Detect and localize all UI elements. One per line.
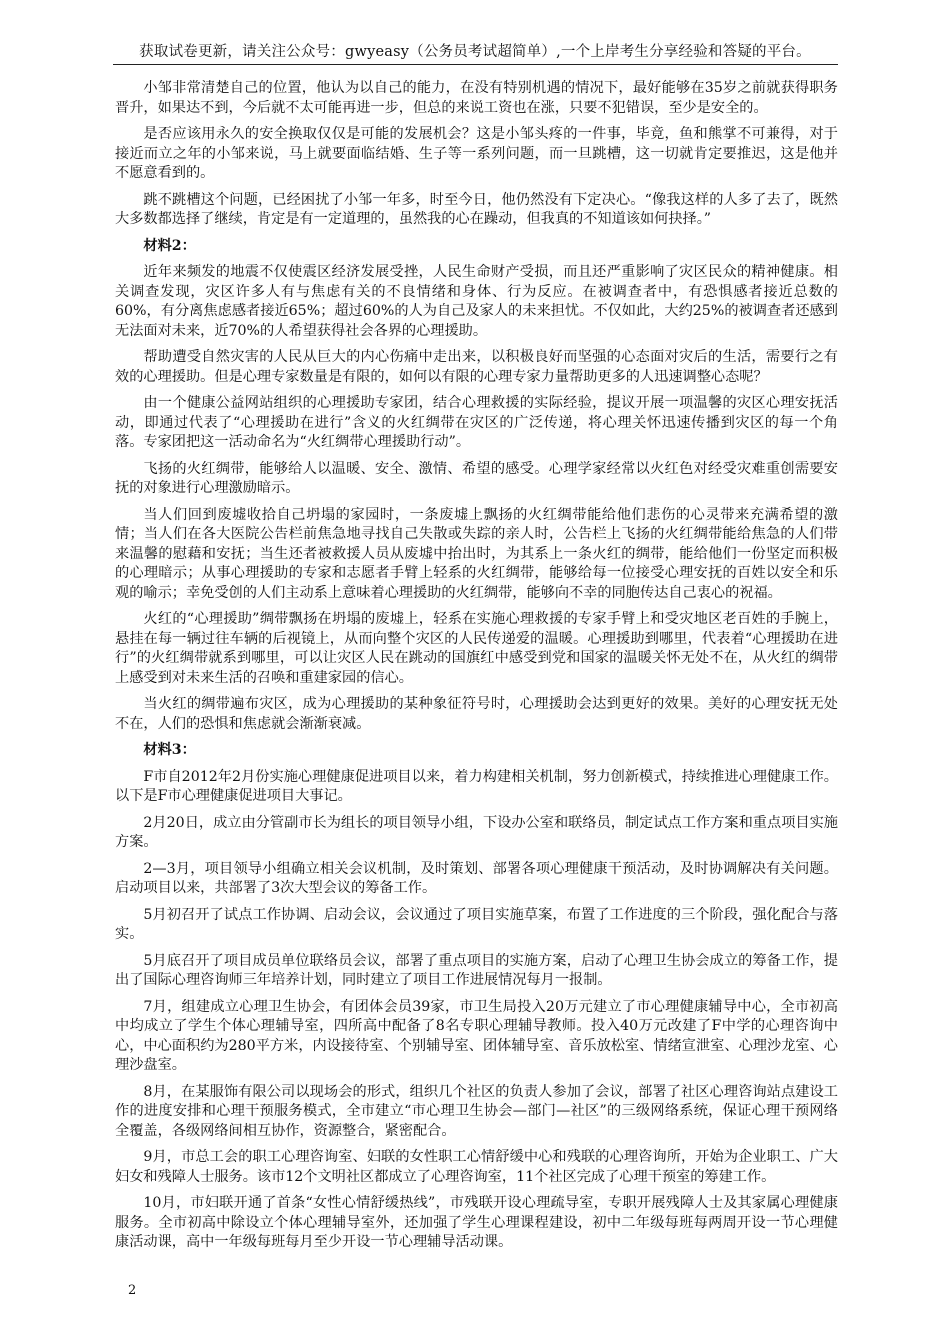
body-paragraph: 火红的“心理援助”绸带飘扬在坍塌的废墟上，轻系在实施心理救援的专家手臂上和受灾地区老百姓的手腕上，悬挂在每一辆过往车辆的后视镜上，从而向整个灾区的人民传递爱的温暖。心理援助到哪里，代表着“心理援助在进行”的火红绸带就系到哪里，可以让灾区人民在跳动的国旗红中感受到党和国家的温暖关怀无处不在，从火红的绸带上感受到对未来生活的召唤和重建家园的信心。 [115,611,838,686]
body-paragraph: 近年来频发的地震不仅使震区经济发展受挫，人民生命财产受损，而且还严重影响了灾区民众的精神健康。相关调查发现，灾区许多人有与焦虑有关的不良情绪和身体、行为反应。在被调查者中，有恐惧感者接近总数的60%，有分离焦虑感者接近65%；超过60%的人为自己及家人的未来担忧。不仅如此，大约25%的被调查者还感到无法面对未来，近70%的人希望获得社会各界的心理援助。 [115,264,838,339]
material-heading: 材料3： [143,742,196,758]
body-paragraph: 是否应该用永久的安全换取仅仅是可能的发展机会？这是小邹头疼的一件事，毕竟，鱼和熊掌不可兼得，对于接近而立之年的小邹来说，马上就要面临结婚、生子等一系列问题，而一旦跳槽，这一切就肯定要推迟，这是他并不愿意看到的。 [115,126,838,181]
body-paragraph: 5月底召开了项目成员单位联络员会议，部署了重点项目的实施方案，启动了心理卫生协会成立的筹备工作，提出了国际心理咨询师三年培养计划，同时建立了项目工作进展情况每月一报制。 [115,952,838,988]
body-paragraph: 9月，市总工会的职工心理咨询室、妇联的女性职工心情舒缓中心和残联的心理咨询所，开始为企业职工、广大妇女和残障人士服务。该市12个文明社区都成立了心理咨询室，11个社区完成了心理干预室的筹建工作。 [115,1149,838,1185]
body-paragraph: 5月初召开了试点工作协调、启动会议，会议通过了项目实施草案，布置了工作进度的三个阶段，强化配合与落实。 [115,906,838,942]
header-divider [113,64,838,65]
body-paragraph: 小邹非常清楚自己的位置，他认为以自己的能力，在没有特别机遇的情况下，最好能够在35岁之前就获得职务晋升，如果达不到，今后就不太可能再进一步，但总的来说工资也在涨，只要不犯错误，至少是安全的。 [115,80,838,116]
page-number: 2 [128,1283,137,1298]
body-paragraph: 2—3月，项目领导小组确立相关会议机制，及时策划、部署各项心理健康干预活动，及时协调解决有关问题。启动项目以来，共部署了3次大型会议的筹备工作。 [115,860,838,896]
body-paragraph: 由一个健康公益网站组织的心理援助专家团，结合心理救援的实际经验，提议开展一项温馨的灾区心理安抚活动，即通过代表了“心理援助在进行”含义的火红绸带在灾区的广泛传递，将心理关怀迅速传播到灾区的每一个角落。专家团把这一活动命名为“火红绸带心理援助行动”。 [115,395,838,450]
body-paragraph: 7月，组建成立心理卫生协会，有团体会员39家，市卫生局投入20万元建立了市心理健康辅导中心，全市初高中均成立了学生个体心理辅导室，四所高中配备了8名专职心理辅导教师。投入40万元改建了F中学的心理咨询中心，中心面积约为280平方米，内设接待室、个别辅导室、团体辅导室、音乐放松室、情绪宣泄室、心理沙龙室、心理沙盘室。 [115,998,838,1073]
body-paragraph: 8月，在某服饰有限公司以现场会的形式，组织几个社区的负责人参加了会议，部署了社区心理咨询站点建设工作的进度安排和心理干预服务模式，全市建立“市心理卫生协会—部门—社区”的三级网络系统，保证心理干预网络全覆盖，各级网络间相互协作，资源整合，紧密配合。 [115,1083,838,1139]
document-body [115,79,838,1260]
body-paragraph: 当人们回到废墟收拾自己坍塌的家园时，一条废墟上飘扬的火红绸带能给他们悲伤的心灵带来充满希望的激情；当人们在各大医院公告栏前焦急地寻找自己失散或失踪的亲人时，公告栏上飞扬的火红绸带能给焦急的人们带来温馨的慰藉和安抚；当生还者被救援人员从废墟中抬出时，为其系上一条火红的绸带，能给他们一份坚定而积极的心理暗示；从事心理援助的专家和志愿者手臂上轻系的火红绸带，能够给每一位接受心理安抚的百姓以安全和乐观的喻示；幸免受创的人们主动系上意味着心理援助的火红绸带，能够向不幸的同胞传达自己衷心的祝福。 [115,506,838,601]
body-paragraph: 飞扬的火红绸带，能够给人以温暖、安全、激情、希望的感受。心理学家经常以火红色对经受灾难重创需要安抚的对象进行心理激励暗示。 [115,460,838,496]
body-paragraph: 帮助遭受自然灾害的人民从巨大的内心伤痛中走出来，以积极良好而坚强的心态面对灾后的生活，需要行之有效的心理援助。但是心理专家数量是有限的，如何以有限的心理专家力量帮助更多的人迅速调整心态呢？ [115,349,838,385]
body-paragraph: 当火红的绸带遍布灾区，成为心理援助的某种象征符号时，心理援助会达到更好的效果。美好的心理安抚无处不在，人们的恐惧和焦虑就会渐渐衰减。 [115,696,838,732]
body-paragraph: 跳不跳槽这个问题，已经困扰了小邹一年多，时至今日，他仍然没有下定决心。“像我这样的人多了去了，既然大多数都选择了继续，肯定是有一定道理的，虽然我的心在躁动，但我真的不知道该如何抉择。” [115,191,838,227]
body-paragraph: 10月，市妇联开通了首条“女性心情舒缓热线”，市残联开设心理疏导室，专职开展残障人士及其家属心理健康服务。全市初高中除设立个体心理辅导室外，还加强了学生心理课程建设，初中二年级每班每两周开设一节心理健康活动课，高中一年级每班每月至少开设一节心理辅导活动课。 [115,1195,838,1250]
page-header-notice: 获取试卷更新，请关注公众号：gwyeasy（公务员考试超简单）,一个上岸考生分享经验和答疑的平台。 [139,44,811,60]
material-heading: 材料2： [143,237,196,254]
body-paragraph: F市自2012年2月份实施心理健康促进项目以来，着力构建相关机制，努力创新模式，持续推进心理健康工作。以下是F市心理健康促进项目大事记。 [115,768,838,804]
body-paragraph: 2月20日，成立由分管副市长为组长的项目领导小组，下设办公室和联络员，制定试点工作方案和重点项目实施方案。 [115,814,838,850]
